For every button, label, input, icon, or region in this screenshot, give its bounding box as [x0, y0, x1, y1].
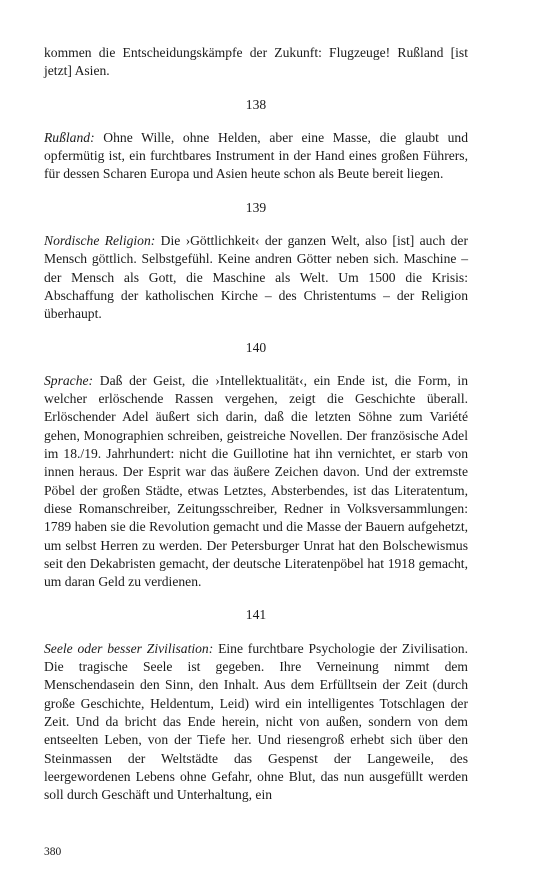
section-139-lead: Nordische Religion:: [44, 233, 156, 249]
page-body: [44, 44, 468, 804]
continuation-text: kommen die Entscheidungskämpfe der Zukunft: Flugzeuge! Rußland [ist jetzt] Asien.: [44, 45, 468, 79]
continuation-paragraph: [44, 44, 468, 81]
section-139: [44, 232, 468, 323]
section-141-lead: Seele oder besser Zivilisation:: [44, 640, 214, 656]
section-number-138: 138: [245, 96, 267, 112]
section-140-text: Daß der Geist, die ›Intellektualität‹, ein Ende ist, die Form, in welcher erlöschende Rassen vergehen, zeigt die Geschichte überall. Erlöschender Adel äußert sich darin, daß die letzten Söhne zum Variété gehen, Monographien schreiben, geistreiche Novellen. Der französische Adel im 18./19. Jahrhundert: nicht die Guillotine hat ihn vernichtet, er starb von innen heraus. Der Esprit war das äußere Zeichen davon. Und der extremste Pöbel der großen Städte, etwas Letztes, Absterbendes, ist das Literatentum, diese Romanschreiber, Zeitungsschreiber, Redner in Volksversammlungen: 1789 haben sie die Revolution gemacht und die Masse der Bauern aufgehetzt, um selbst Herren zu werden. Der Petersburger Unrat hat den Bolschewismus seit den Dekabristen gemacht, der deutsche Literatenpöbel hat 1918 gemacht, um daran Geld zu verdienen.: [44, 372, 468, 590]
section-138-text: Ohne Wille, ohne Helden, aber eine Masse, die glaubt und opfermütig ist, ein furchtbares Instrument in der Hand eines großen Führers, für dessen Scharen Europa und Asien heute schon als Beute bereit liegen.: [44, 129, 468, 182]
section-140-paragraph: [44, 372, 468, 592]
section-139-paragraph: [44, 232, 468, 323]
section-140-lead: Sprache:: [44, 372, 94, 388]
section-141-text: Eine furchtbare Psychologie der Zivilisation. Die tragische Seele ist gegeben. Ihre Verneinung nimmt dem Menschendasein den Sinn, den Inhalt. Aus dem Erfülltsein der Zeit (durch große Geschichte, Heldentum, Leid) wird ein intelligentes Totschlagen der Zeit. Und da bricht das Ende herein, nicht von außen, sondern von dem entseelten Leben, von der Tiefe her. Und riesengroß erhebt sich über den Steinmassen der Weltstädte das Gespenst der Langeweile, des leergewordenen Lebens ohne Gefahr, ohne Blut, das nun ausgefüllt werden soll durch Geschäft und Unterhaltung, ein: [44, 640, 468, 803]
section-141: [44, 640, 468, 805]
section-140: [44, 372, 468, 592]
section-138: [44, 129, 468, 184]
section-number-141: 141: [245, 607, 267, 623]
section-139-text: Die ›Göttlichkeit‹ der ganzen Welt, also [ist] auch der Mensch göttlich. Selbstgefühl. Keine andren Götter neben sich. Maschine – der Mensch als Gott, die Maschine als Welt. Um 1500 die Krisis: Abschaffung der katholischen Kirche – des Christentums – der Religion überhaupt.: [44, 233, 468, 322]
page-number: 380: [44, 846, 62, 858]
section-141-paragraph: [44, 640, 468, 805]
section-number-140: 140: [245, 339, 267, 355]
section-138-lead: Rußland:: [44, 129, 95, 145]
section-138-paragraph: [44, 129, 468, 184]
section-number-139: 139: [245, 199, 267, 215]
